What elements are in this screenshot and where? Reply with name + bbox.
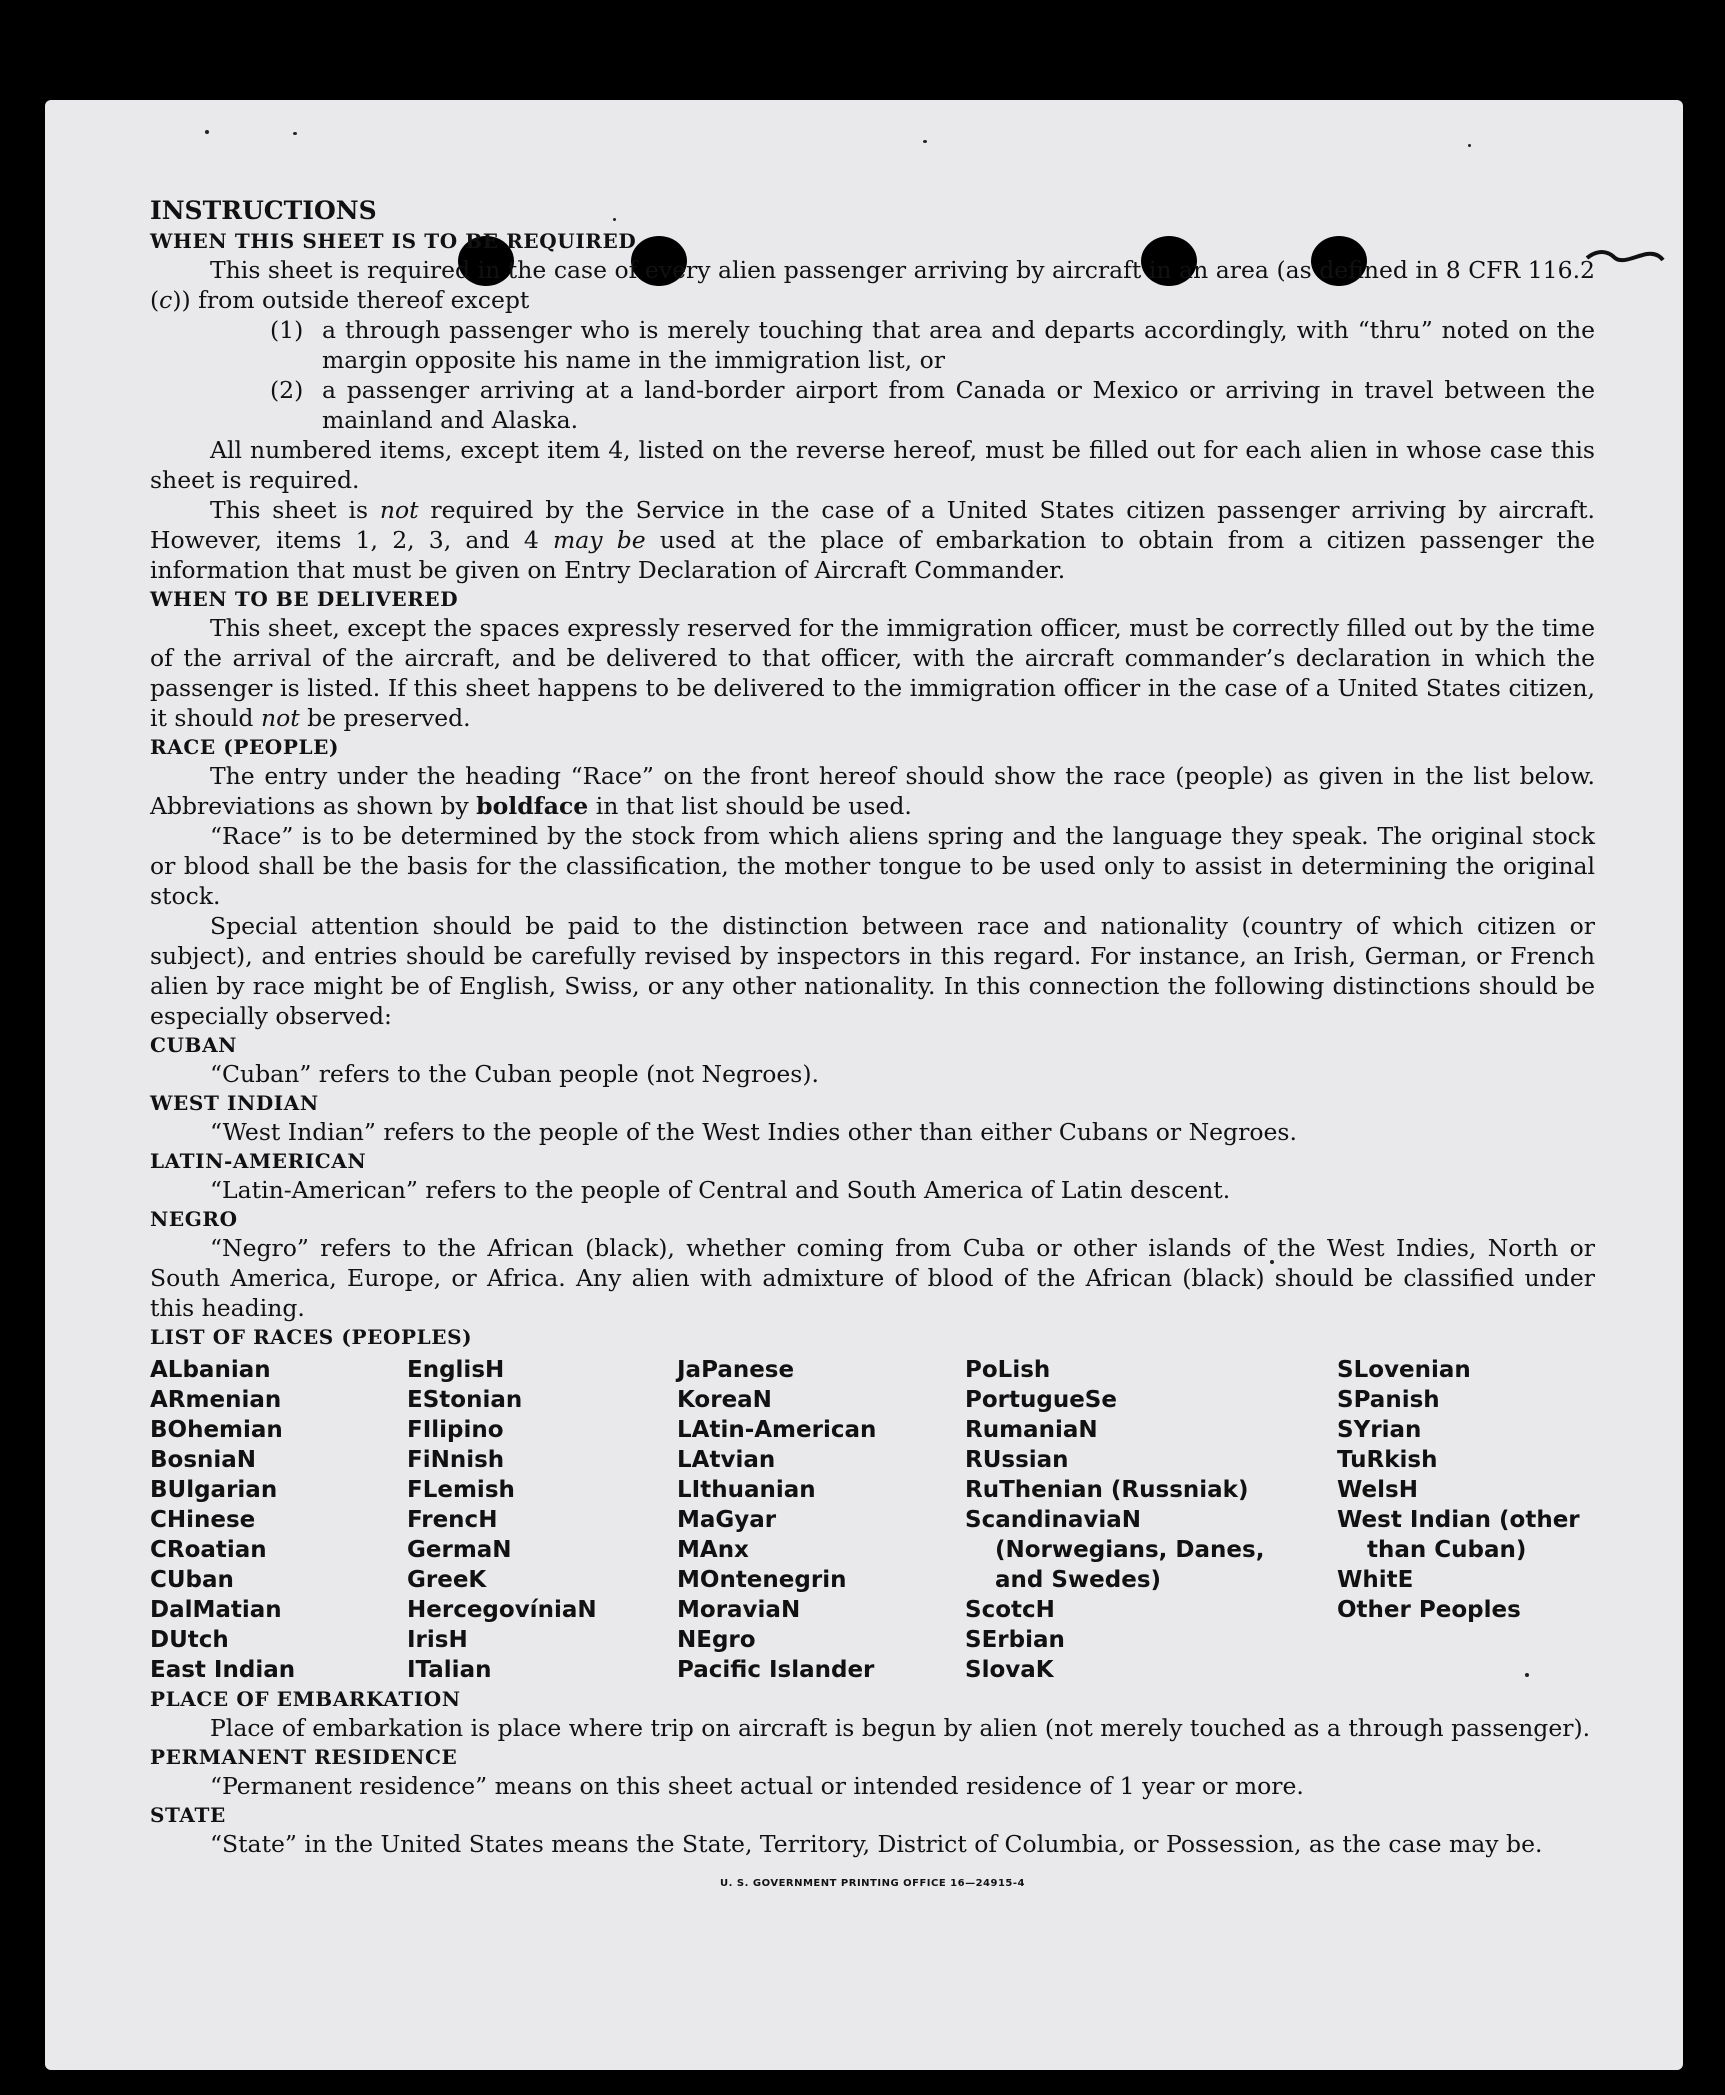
race-column-5: SLovenian SPanish SYrian TuRkish WelsH West Indian (other than Cuban) WhitE Other Peoples bbox=[1337, 1357, 1580, 1623]
section-heading: STATE bbox=[150, 1803, 226, 1827]
paragraph: “Cuban” refers to the Cuban people (not Negroes). bbox=[210, 1060, 820, 1088]
paragraph: “West Indian” refers to the people of the West Indies other than either Cubans or Negroes. bbox=[210, 1118, 1297, 1146]
section-heading: LATIN-AMERICAN bbox=[150, 1149, 367, 1173]
section-heading: PERMANENT RESIDENCE bbox=[150, 1745, 458, 1769]
section-heading: WHEN THIS SHEET IS TO BE REQUIRED bbox=[150, 229, 637, 253]
paragraph: “State” in the United States means the State, Territory, District of Columbia, or Possession, as the case may be. bbox=[210, 1830, 1543, 1858]
section-heading: PLACE OF EMBARKATION bbox=[150, 1687, 461, 1711]
section-heading: WHEN TO BE DELIVERED bbox=[150, 587, 459, 611]
race-column-3: JaPanese KoreaN LAtin-American LAtvian LIthuanian MaGyar MAnx MOntenegrin MoraviaN NEgro Pacific Islander bbox=[677, 1357, 877, 1683]
race-column-1: ALbanian ARmenian BOhemian BosniaN BUlgarian CHinese CRoatian CUban DalMatian DUtch East Indian bbox=[150, 1357, 296, 1683]
section-heading: NEGRO bbox=[150, 1207, 238, 1231]
race-column-2: EnglisH EStonian FIlipino FiNnish FLemish FrencH GermaN GreeK HercegovíniaN IrisH ITalian bbox=[407, 1357, 597, 1683]
section-heading: CUBAN bbox=[150, 1033, 238, 1057]
paragraph: “Permanent residence” means on this sheet actual or intended residence of 1 year or more. bbox=[210, 1772, 1304, 1800]
paragraph: “Race” is to be determined by the stock from which aliens spring and the language they speak. The original stock or blood shall be the basis for the classification, the mother tongue to be used only to assist in determining the original stock. bbox=[150, 822, 1595, 910]
paragraph: Place of embarkation is place where trip on aircraft is begun by alien (not merely touched as a through passenger). bbox=[210, 1714, 1591, 1742]
race-column-4: PoLish PortugueSe RumaniaN RUssian RuThenian (Russniak) ScandinaviaN (Norwegians, Danes, and Swedes) ScotcH SErbian SlovaK bbox=[965, 1357, 1265, 1683]
list-item: (2) a passenger arriving at a land-border airport from Canada or Mexico or arriving in travel between the mainland and Alaska. bbox=[270, 376, 1595, 434]
pen-mark-icon bbox=[1585, 248, 1665, 268]
paragraph: The entry under the heading “Race” on the front hereof should show the race (people) as given in the list below. Abbreviations as shown by boldface in that list should be used. bbox=[150, 762, 1595, 820]
paragraph: All numbered items, except item 4, listed on the reverse hereof, must be filled out for each alien in whose case this sheet is required. bbox=[150, 436, 1595, 494]
paragraph: “Negro” refers to the African (black), whether coming from Cuba or other islands of the West Indies, North or South America, Europe, or Africa. Any alien with admixture of blood of the African (black) should be classified under this heading. bbox=[150, 1234, 1595, 1322]
paragraph: This sheet is required in the case of every alien passenger arriving by aircraft in an area (as defined in 8 CFR 116.2 (c)) from outside thereof except bbox=[150, 256, 1595, 314]
instructions-body bbox=[150, 195, 1595, 1899]
page-title: INSTRUCTIONS bbox=[150, 196, 377, 225]
printer-imprint: U. S. GOVERNMENT PRINTING OFFICE 16—24915-4 bbox=[720, 1878, 1025, 1889]
paragraph: Special attention should be paid to the distinction between race and nationality (country of which citizen or subject), and entries should be carefully revised by inspectors in this regard. For instance, an Irish, German, or French alien by race might be of English, Swiss, or any other nationality. In this connection the following distinctions should be especially observed: bbox=[150, 912, 1595, 1030]
section-heading: RACE (PEOPLE) bbox=[150, 735, 340, 759]
section-heading: WEST INDIAN bbox=[150, 1091, 319, 1115]
section-heading: LIST OF RACES (PEOPLES) bbox=[150, 1325, 473, 1349]
list-item: (1) a through passenger who is merely touching that area and departs accordingly, with “thru” noted on the margin opposite his name in the immigration list, or bbox=[270, 316, 1595, 374]
paragraph: “Latin-American” refers to the people of Central and South America of Latin descent. bbox=[210, 1176, 1231, 1204]
paragraph: This sheet is not required by the Service in the case of a United States citizen passenger arriving by aircraft. However, items 1, 2, 3, and 4 may be used at the place of embarkation to obtain from a citizen passenger the information that must be given on Entry Declaration of Aircraft Commander. bbox=[150, 496, 1595, 584]
paragraph: This sheet, except the spaces expressly reserved for the immigration officer, must be correctly filled out by the time of the arrival of the aircraft, and be delivered to that officer, with the aircraft commander’s declaration in which the passenger is listed. If this sheet happens to be delivered to the immigration officer in the case of a United States citizen, it should not be preserved. bbox=[150, 614, 1595, 732]
race-list bbox=[150, 1355, 1595, 1685]
